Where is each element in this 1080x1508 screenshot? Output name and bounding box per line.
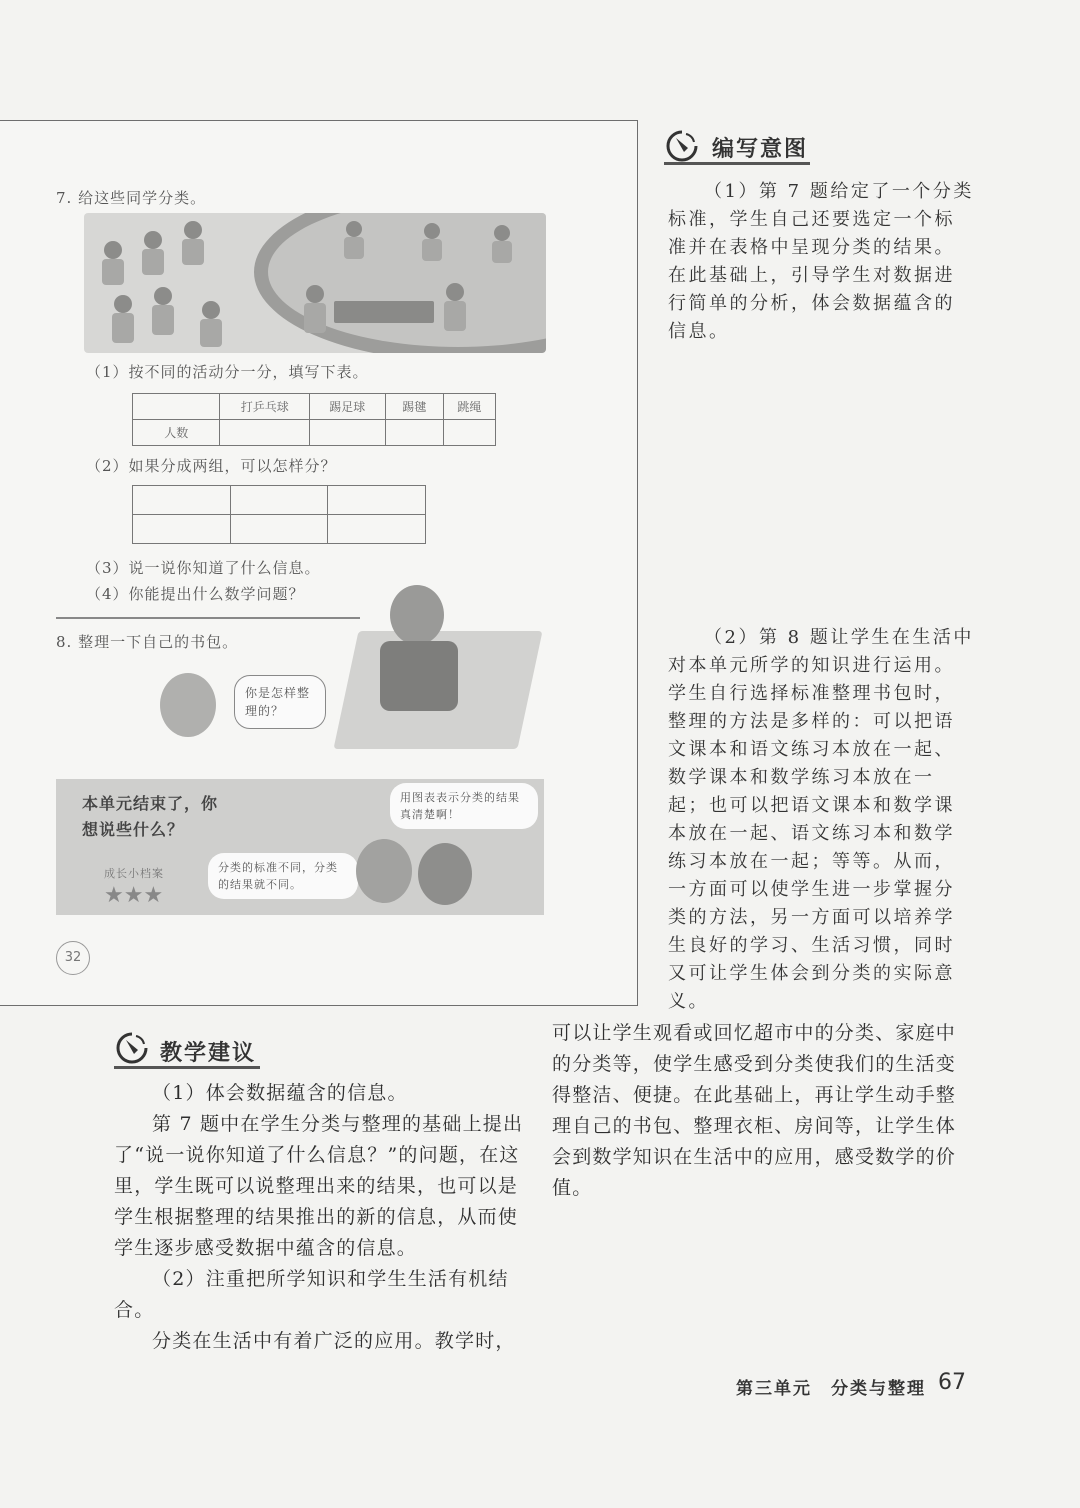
student-figure bbox=[112, 313, 134, 343]
student-figure bbox=[444, 301, 466, 331]
textbook-page-image bbox=[0, 120, 638, 1006]
question-7-part-4: （4）你能提出什么数学问题？ bbox=[86, 585, 305, 603]
suggestion-left-column bbox=[114, 1078, 534, 1357]
intent-paragraph-2 bbox=[668, 624, 974, 1016]
heading-underline bbox=[664, 162, 810, 165]
speech-bubble: 你是怎样整理的？ bbox=[234, 675, 326, 729]
table-cell bbox=[443, 420, 495, 446]
suggestion-text-1: 第 7 题中在学生分类与整理的基础上提出了“说一说你知道了什么信息？”的问题，在这里，学生既可以说整理出来的结果，也可以是学生根据整理的结果推出的新的信息，从而使学生逐步感受数据中蕴含的信息。 bbox=[114, 1113, 524, 1259]
suggestion-point-1: （1）体会数据蕴含的信息。 bbox=[152, 1082, 408, 1104]
summary-bubble-1: 用图表表示分类的结果真清楚啊！ bbox=[390, 783, 538, 829]
table-cell bbox=[220, 420, 309, 446]
student-figure bbox=[346, 221, 362, 237]
student-figure bbox=[114, 295, 132, 313]
playground-illustration bbox=[84, 213, 546, 353]
divider bbox=[56, 617, 360, 619]
student-figure bbox=[142, 249, 164, 275]
suggestion-heading: 教学建议 bbox=[160, 1041, 257, 1066]
star-icon: ★★★ bbox=[104, 883, 164, 908]
grouping-table bbox=[132, 485, 426, 544]
suggestion-text-2: 分类在生活中有着广泛的应用。教学时， bbox=[152, 1330, 516, 1352]
ping-pong-table bbox=[334, 301, 434, 323]
intent-text-2: （2）第 8 题让学生在生活中对本单元所学的知识进行运用。学生自行选择标准整理书包时，整理的方法是多样的：可以把语文课本和语文练习本放在一起、数学课本和数学练习本放在一起；也可以把语文课本和数学课本放在一起、语文练习本和数学练习本放在一起；等等。从而，一方面可以使学生进一步掌握分类的方法，另一方面可以培养学生良好的学习、生活习惯，同时又可让学生体会到分类的实际意义。 bbox=[668, 627, 974, 1012]
footer-unit-title: 第三单元 分类与整理 bbox=[736, 1379, 926, 1399]
table-cell bbox=[309, 420, 385, 446]
student-figure bbox=[202, 301, 220, 319]
student-figure bbox=[200, 319, 222, 347]
table-row-label: 人数 bbox=[133, 420, 220, 446]
question-7-part-1: （1）按不同的活动分一分，填写下表。 bbox=[86, 363, 369, 381]
intent-paragraph-1 bbox=[668, 178, 974, 346]
table-cell bbox=[133, 515, 231, 544]
question-7-part-2: （2）如果分成两组，可以怎样分？ bbox=[86, 457, 337, 475]
child-figure bbox=[356, 839, 412, 903]
round-character bbox=[160, 673, 216, 737]
suggestion-text-3: 可以让学生观看或回忆超市中的分类、家庭中的分类等，使学生感受到分类使我们的生活变得整洁、便捷。在此基础上，再让学生动手整理自己的书包、整理衣柜、房间等，让学生体会到数学知识在生活中的应用，感受数学的价值。 bbox=[552, 1022, 957, 1199]
student-figure bbox=[492, 241, 512, 263]
table-header-cell bbox=[133, 394, 220, 420]
pen-section-icon bbox=[664, 128, 700, 164]
table-cell bbox=[230, 515, 328, 544]
table-cell bbox=[230, 486, 328, 515]
intent-text-1: （1）第 7 题给定了一个分类标准，学生自己还要选定一个标准并在表格中呈现分类的结果。在此基础上，引导学生对数据进行简单的分析，体会数据蕴含的信息。 bbox=[668, 181, 974, 342]
table-cell bbox=[385, 420, 443, 446]
question-7-title: 7. 给这些同学分类。 bbox=[56, 189, 207, 207]
unit-summary-panel bbox=[56, 779, 544, 915]
table-cell bbox=[328, 486, 426, 515]
table-cell bbox=[133, 486, 231, 515]
table-header-cell: 打乒乓球 bbox=[220, 394, 309, 420]
pen-section-icon bbox=[114, 1030, 150, 1066]
student-figure bbox=[152, 305, 174, 335]
student-figure bbox=[304, 303, 326, 333]
textbook-page-number: 32 bbox=[56, 941, 90, 975]
question-8-title: 8. 整理一下自己的书包。 bbox=[56, 633, 239, 651]
student-figure bbox=[344, 237, 364, 259]
child-figure bbox=[418, 843, 472, 905]
table-header-cell: 跳绳 bbox=[443, 394, 495, 420]
student-figure bbox=[144, 231, 162, 249]
student-figure bbox=[102, 259, 124, 285]
question-7-part-3: （3）说一说你知道了什么信息。 bbox=[86, 559, 321, 577]
student-figure bbox=[424, 223, 440, 239]
activity-count-table bbox=[132, 393, 496, 446]
summary-question: 本单元结束了，你想说些什么？ bbox=[82, 794, 219, 839]
intent-heading: 编写意图 bbox=[712, 137, 809, 162]
suggestion-right-column bbox=[552, 1018, 972, 1204]
student-figure bbox=[306, 285, 324, 303]
heading-underline bbox=[114, 1066, 260, 1069]
growth-label: 成长小档案 bbox=[104, 867, 164, 880]
student-figure bbox=[182, 239, 204, 265]
student-figure bbox=[494, 225, 510, 241]
summary-bubble-2: 分类的标准不同，分类的结果就不同。 bbox=[208, 853, 358, 899]
student-figure bbox=[422, 239, 442, 261]
table-header-cell: 踢足球 bbox=[309, 394, 385, 420]
schoolbag bbox=[380, 641, 458, 711]
boy-head bbox=[390, 585, 444, 645]
suggestion-point-2: （2）注重把所学知识和学生生活有机结合。 bbox=[114, 1268, 509, 1321]
table-header-cell: 踢毽 bbox=[385, 394, 443, 420]
table-cell bbox=[328, 515, 426, 544]
student-figure bbox=[446, 283, 464, 301]
footer-page-number: 67 bbox=[938, 1370, 966, 1395]
star-rating bbox=[104, 883, 169, 908]
student-figure bbox=[104, 241, 122, 259]
student-figure bbox=[184, 221, 202, 239]
student-figure bbox=[154, 287, 172, 305]
